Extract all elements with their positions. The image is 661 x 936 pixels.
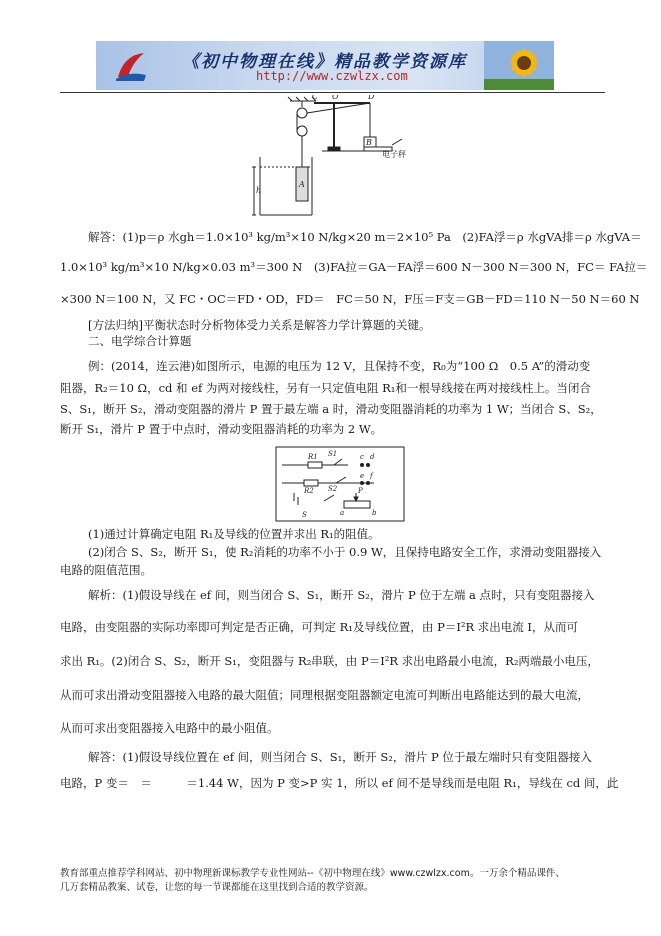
banner-title: 《初中物理在线》精品教学资源库 (182, 52, 467, 72)
header-banner (96, 41, 554, 90)
analysis-line-3: 求出 R₁。(2)闭合 S、S₂，断开 S₁，变阻器与 R₂串联，由 P＝I²R 求出电路最小电流，R₂两端最小电压， (60, 654, 599, 668)
analysis-line-4: 从而可求出滑动变阻器接入电路的最大阻值；同理根据变阻器额定电流可判断出电路能达到的最大电流， (60, 688, 589, 702)
method-summary: [方法归纳]平衡状态时分析物体受力关系是解答力学计算题的关键。 (88, 318, 431, 332)
example-line-3: S、S₁，断开 S₂，滑动变阻器的滑片 P 置于最左端 a 时，滑动变阻器消耗的功率为 1 W；当闭合 S、S₂， (60, 402, 602, 416)
label-s: S (302, 511, 307, 519)
answer-line-1: 解答：(1)p＝ρ 水gh＝1.0×10³ kg/m³×10 N/kg×20 m＝2×10⁵ Pa (2)FA浮＝ρ 水gVA排＝ρ 水gVA＝ (88, 230, 642, 244)
label-d: D (368, 95, 375, 101)
footer-line-1: 教育部重点推荐学科网站、初中物理新课标教学专业性网站--《初中物理在线》www.czwlzx.com。一万余个精品课件、 (60, 868, 565, 879)
banner-url[interactable]: http://www.czwlzx.com (256, 69, 408, 83)
analysis-line-2: 电路，由变阻器的实际功率即可判定是否正确，可判定 R₁及导线位置，由 P＝I²R 求出电流 I，从而可 (60, 620, 578, 634)
circuit-diagram-figure (274, 445, 406, 523)
lever-apparatus-figure (252, 95, 420, 225)
section-heading: 二、电学综合计算题 (88, 334, 192, 348)
label-r1: R1 (308, 453, 318, 461)
answer-line-3: ×300 N＝100 N，又 FC・OC＝FD・OD，FD＝ FC＝50 N，F压＝F支＝GB－FD＝110 N－50 N＝60 N (60, 292, 640, 306)
example-line-1: 例：(2014，连云港)如图所示，电源的电压为 12 V，且保持不变，R₀为“100 Ω 0.5 A”的滑动变 (88, 359, 591, 373)
footer-line-2: 几万套精品教案、试卷，让您的每一节课都能在这里找到合适的教学资源。 (60, 882, 374, 893)
question-2: (2)闭合 S、S₂，断开 S₁，使 R₂消耗的功率不小于 0.9 W，且保持电路安全工作，求滑动变阻器接入 (88, 545, 602, 559)
label-e-terminal: e (360, 472, 365, 480)
label-h: h (256, 186, 262, 195)
label-a-end: a (340, 509, 345, 517)
label-s2: S2 (328, 485, 338, 493)
analysis-line-1: 解析：(1)假设导线在 ef 间，则当闭合 S、S₁，断开 S₂，滑片 P 位于左端 a 点时，只有变阻器接入 (88, 588, 595, 602)
label-f-terminal: f (370, 472, 373, 480)
question-1: (1)通过计算确定电阻 R₁及导线的位置并求出 R₁的阻值。 (88, 527, 380, 541)
label-o: O (332, 95, 339, 101)
label-b: B (366, 138, 372, 147)
label-a: A (299, 180, 305, 189)
header-divider (60, 92, 605, 93)
question-2-cont: 电路的阻值范围。 (60, 563, 152, 577)
solution-line-1: 解答：(1)假设导线位置在 ef 间，则当闭合 S、S₁，断开 S₂，滑片 P 位于最左端时只有变阻器接入 (88, 750, 592, 764)
label-r2: R2 (304, 487, 314, 495)
label-s1: S1 (328, 450, 338, 458)
label-b-end: b (372, 509, 377, 517)
label-d-terminal: d (370, 453, 375, 461)
example-line-4: 断开 S₁，滑片 P 置于中点时，滑动变阻器消耗的功率为 2 W。 (60, 422, 383, 436)
label-p: P (358, 487, 363, 495)
sunflower-image (484, 41, 554, 90)
answer-line-2: 1.0×10³ kg/m³×10 N/kg×0.03 m³＝300 N (3)FA拉＝GA－FA浮＝600 N－300 N＝300 N，FC＝ FA拉＝ (60, 260, 648, 274)
solution-line-2: 电路，P 变＝ ＝ ＝1.44 W，因为 P 变>P 实 1，所以 ef 间不是导线而是电阻 R₁，导线在 cd 间，此 (60, 776, 619, 790)
label-scale: 电子秤 (382, 150, 406, 159)
site-logo-icon (114, 49, 148, 83)
label-c-terminal: c (360, 453, 364, 461)
analysis-line-5: 从而可求出变阻器接入电路中的最小阻值。 (60, 721, 279, 735)
label-c: C (312, 95, 319, 101)
example-line-2: 阻器，R₂＝10 Ω，cd 和 ef 为两对接线柱，另有一只定值电阻 R₁和一根导线接在两对接线柱上。当闭合 (60, 381, 591, 395)
